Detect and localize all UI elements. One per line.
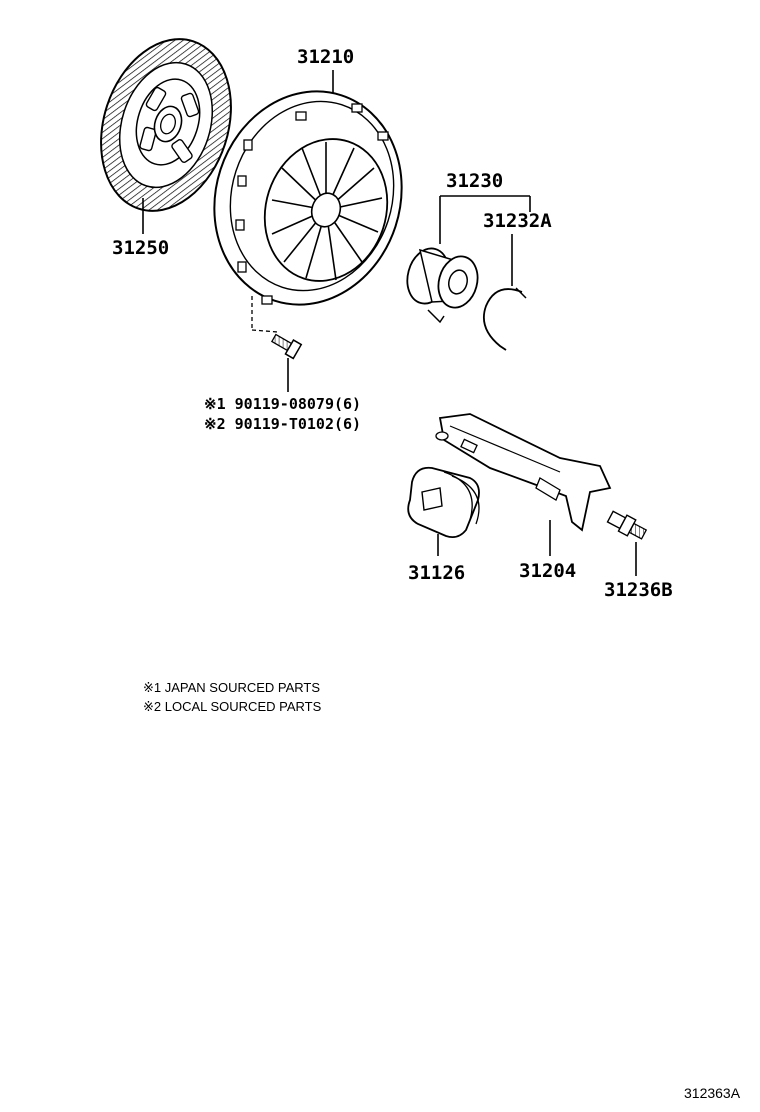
part-number-31126[interactable]: 31126 [408, 562, 466, 584]
part-number-31236b[interactable]: 31236B [604, 579, 673, 601]
part-number-31204[interactable]: 31204 [519, 560, 577, 582]
part-number-31250[interactable]: 31250 [112, 237, 170, 259]
bolt-reference-2[interactable] [204, 415, 361, 433]
bolt-drawing [270, 331, 301, 392]
part-number-31210[interactable]: 31210 [297, 46, 355, 68]
bolt-quantity: (6) [333, 415, 362, 433]
bolt-mark: ※1 [204, 395, 226, 413]
bolt-part-number: 90119-08079 [234, 395, 334, 413]
bolt-quantity: (6) [333, 395, 362, 413]
bolt-reference-1[interactable] [204, 395, 361, 413]
release-fork-support-drawing [606, 509, 648, 576]
note-local-sourced: ※2 LOCAL SOURCED PARTS [143, 699, 322, 714]
release-bearing-clip-drawing [484, 288, 526, 350]
release-fork-boot-drawing [408, 468, 479, 556]
part-number-31232a[interactable]: 31232A [483, 210, 552, 232]
bolt-part-number: 90119-T0102 [234, 415, 334, 433]
diagram-code: 312363A [684, 1085, 741, 1101]
part-number-31230[interactable]: 31230 [446, 170, 504, 192]
note-japan-sourced: ※1 JAPAN SOURCED PARTS [143, 680, 321, 695]
bolt-mark: ※2 [204, 415, 226, 433]
